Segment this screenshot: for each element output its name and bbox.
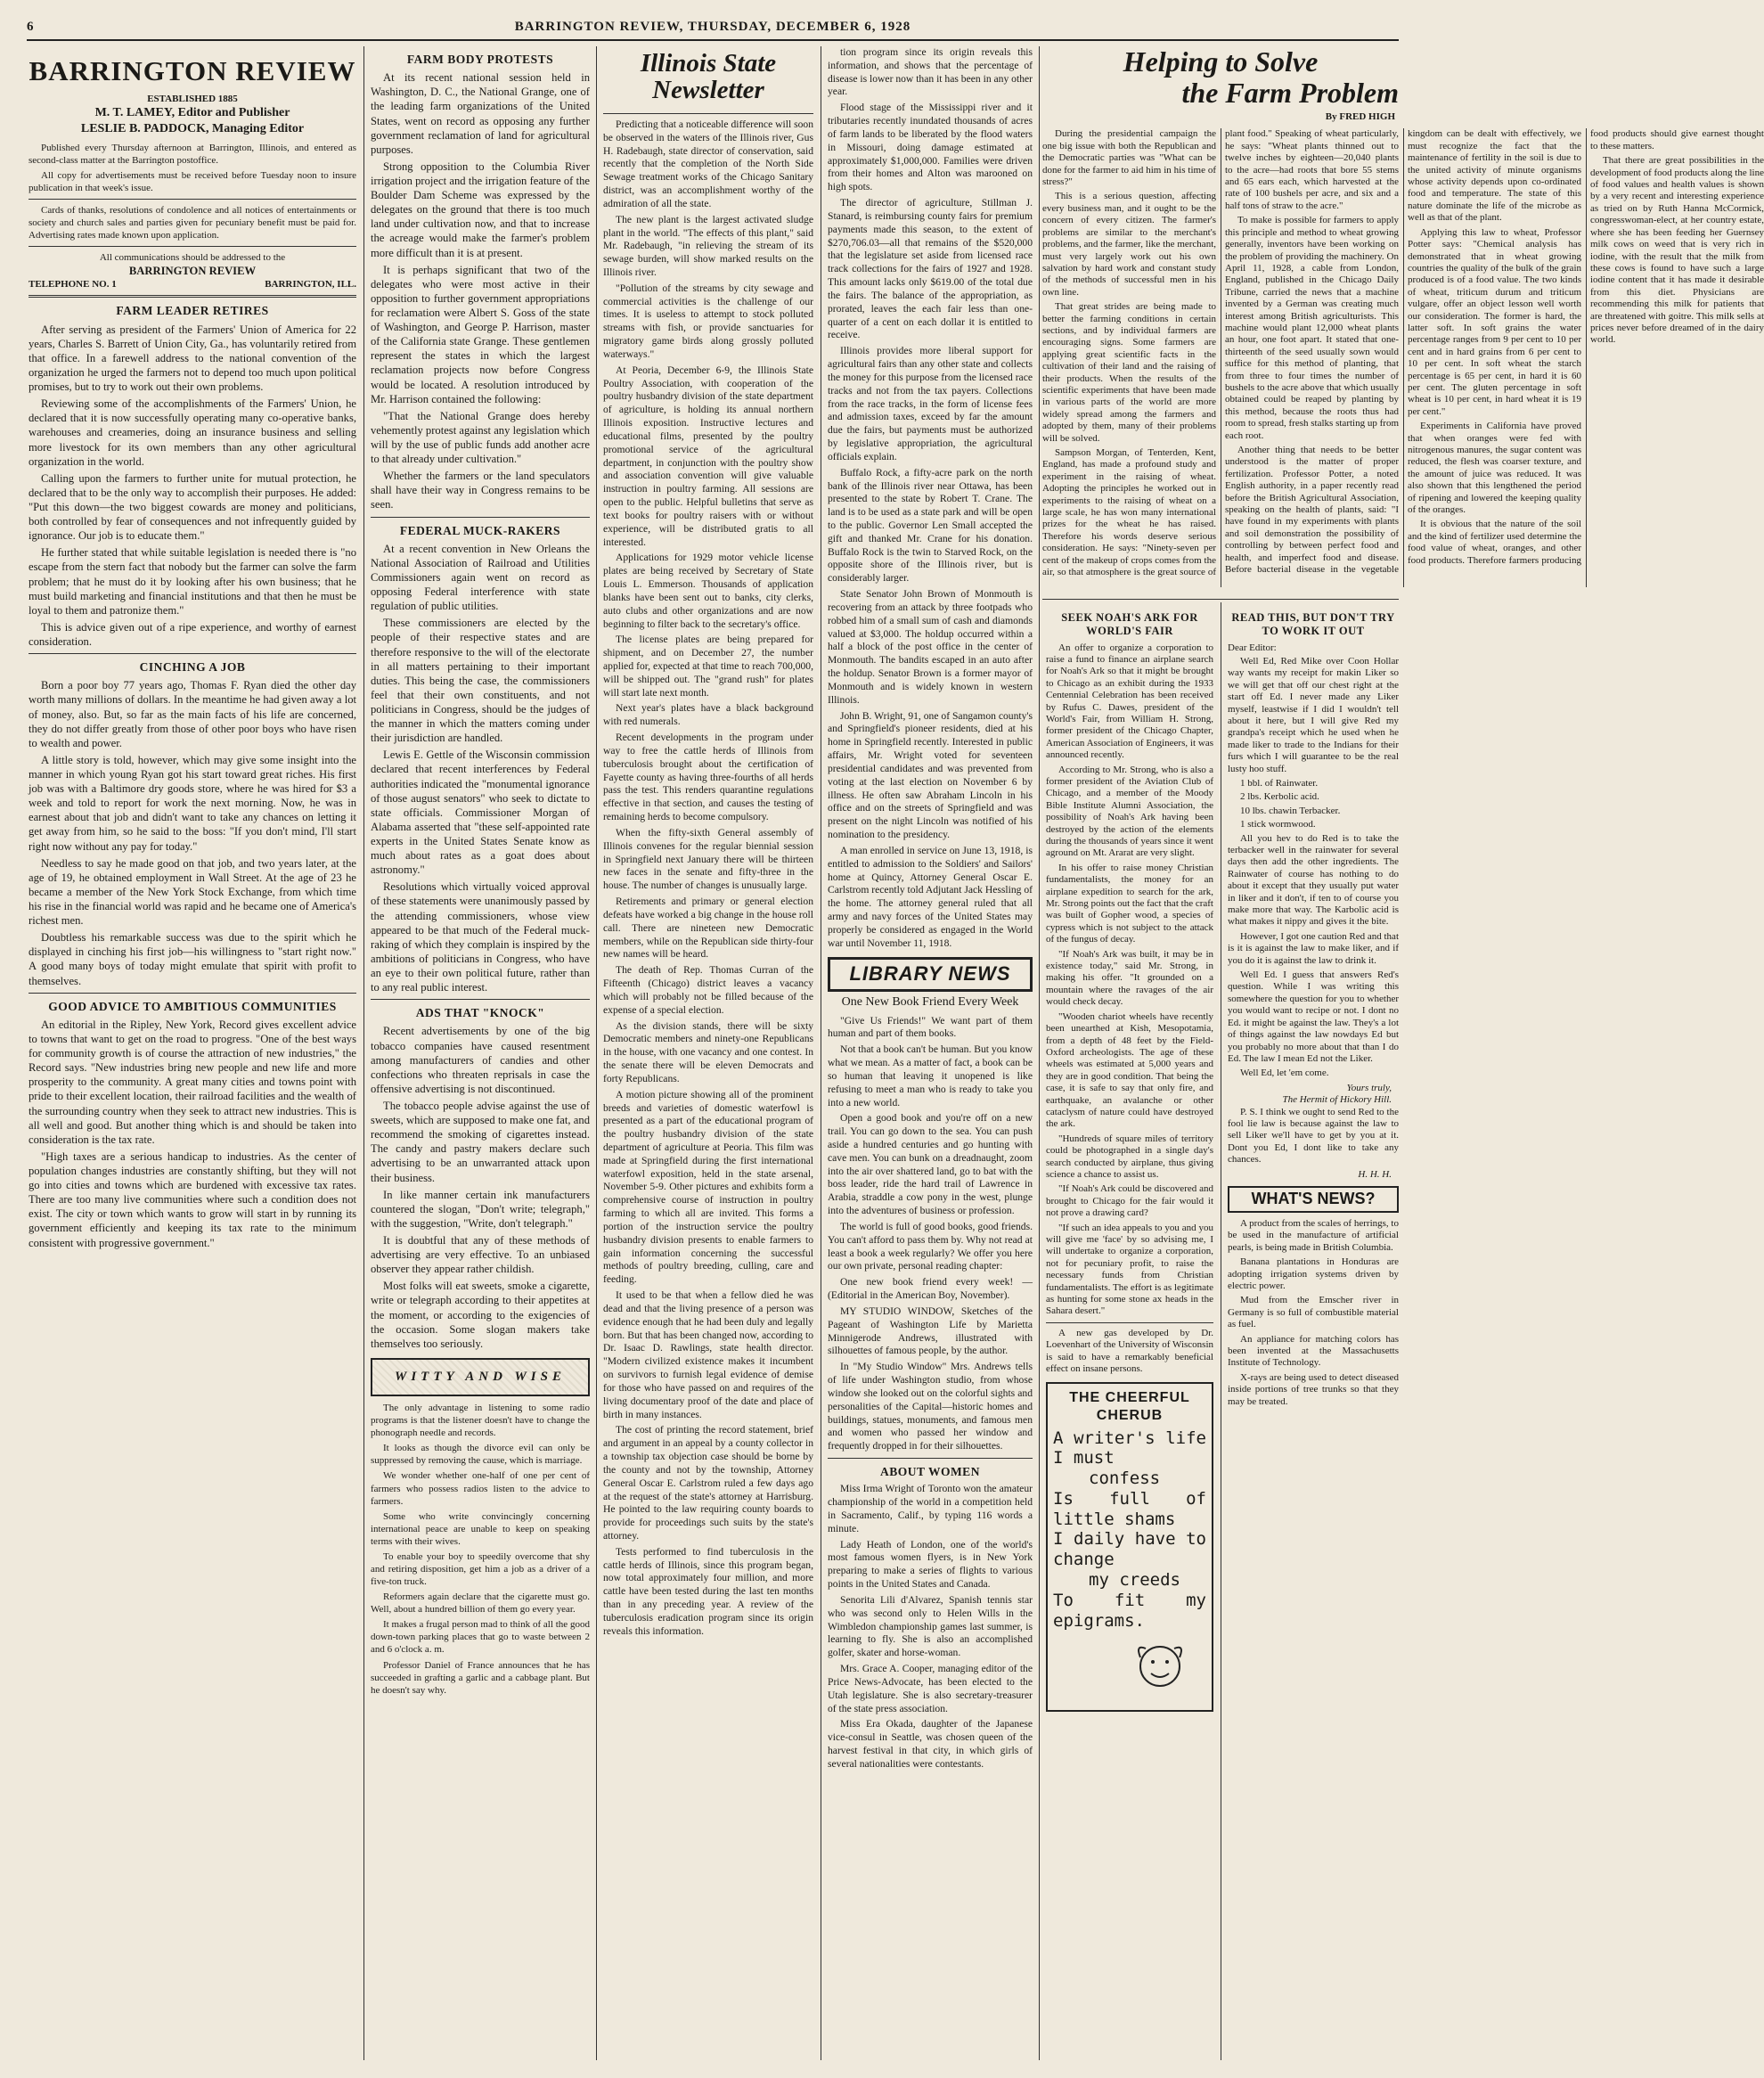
column-read-this [1228, 606, 1399, 2067]
cheerful-cherub-box [1046, 1382, 1213, 1711]
witty-item: It makes a frugal person mad to think of all the good down-town parking places that go to waste between 2 and 6 o'clock a. m. [371, 1619, 590, 1656]
column-rule [363, 46, 364, 2060]
ingredient: 2 lbs. Kerbolic acid. [1240, 791, 1319, 803]
byline: By FRED HIGH [1325, 111, 1395, 123]
article-paragraph: Sampson Morgan, of Tenterden, Kent, England, has made a profound study and experiment in the raising of wheat. Adopting the principles he worked out in experiments to the raising of wheat on a large scale, he has won many international prizes for the wheat he has raised. Therefore his words deserve serious consideration. He says: "Ninety-seven per cent of the makeup of crops comes from the air, so that atmosphere is the great source of plant food." Speaking of wheat particularly, he says: "Wheat plants thinned out to twelve inches by eighteen—20,040 plants to the acre—had roots that bore 55 stems and 65 ears each, which harvested at the rate of 100 bushels per acre, and six and a half tons of straw to the acre." [1042, 128, 1399, 578]
letter-paragraph: Well Ed. I guess that answers Red's question. While I was writing this somewhere the question for you to whether you would want to recipe or not. I dont no Ed. it might be against the law. They's a lot of things against the law nowdays Ed but you probably no more about that than I do Ed. The law I mean Ed not the Liker. [1228, 969, 1399, 1064]
article-paragraph: Whether the farmers or the land speculators shall have their way in Congress remains to be seen. [371, 470, 590, 511]
library-paragraph: In "My Studio Window" Mrs. Andrews tells of life under Washington studio, from whose window she looked out on the colorful sights and personalities of the Capital—historic homes and buildings, statues, monuments, and famous men and women who passed her window and frequently dropped in for their silhouettes. [828, 1361, 1033, 1452]
headline-good-advice: GOOD ADVICE TO AMBITIOUS COMMUNITIES [48, 999, 337, 1013]
article-paragraph: An editorial in the Ripley, New York, Record gives excellent advice to towns that want to get on the road to progress. "One of the best ways for community growth is of course the attraction of new industries," the Record says. "New industries bring new people and new life and more prosperity to the community. A great many cities and towns point with pride to their excellent location, their railroad facilities and the wealth of the surrounding country when they seek to attract new industries. This is all well and good. But another thing which is and should be taken into consideration is the tax rate. [29, 1018, 356, 1146]
article-paragraph: That great strides are being made to better the farming conditions in certain sections, and by individual farmers are encouraging signs. Some farmers are applying great scientific facts in the cultivation of their land and the raising of their products. When the results of the scientific experiments that have been made in various parts of the world are more widely spread among the farmers and adopted by them, many of their problems will be solved. [1042, 301, 1216, 444]
article-paragraph: Recent advertisements by one of the big tobacco companies have caused resentment among manufacturers of candies and other confections who threaten reprisals in case the offensive advertising is not discontinued. [371, 1025, 590, 1095]
cherub-title: THE CHEERFUL CHERUB [1069, 1390, 1190, 1423]
news-paragraph: Predicting that a noticeable difference will soon be observed in the waters of the Illinois river, Gus H. Radebaugh, state director of conservation, said recently that the completion of the North Side Sewage treatment works of the Chicago Sanitary district, was an accomplishment worthy of the admiration of all the state. [603, 118, 813, 209]
signoff: Yours truly, [1346, 1082, 1392, 1093]
library-paragraph: MY STUDIO WINDOW, Sketches of the Pageant of Washington Life by Marietta Minnigerode Andrews, illustrated with silhouettes of famous people, by the author. [828, 1305, 1033, 1357]
news-item: Mud from the Emscher river in Germany is so full of combustible material as fuel. [1228, 1295, 1399, 1330]
farm-problem-body [1042, 128, 1764, 587]
farm-problem-title-line2: the Farm Problem [1181, 77, 1399, 110]
headline-muck-rakers: FEDERAL MUCK-RAKERS [399, 523, 561, 537]
news-paragraph: Applications for 1929 motor vehicle license plates are being received by Secretary of State Louis L. Emmerson. Thousands of application blanks have been sent out to banks, city clerks, auto clubs and other organizations and are now beginning to filter back to the secretary's office. [603, 552, 813, 630]
women-paragraph: Miss Era Okada, daughter of the Japanese vice-consul in Seattle, was chosen queen of the harvest festival in that city, in which girls of several nationalities were contestants. [828, 1718, 1033, 1770]
news-paragraph: As the division stands, there will be sixty Democratic members and ninety-one Republicans in the house, with one vacancy and one contest. In the senate there will be eleven Democrats and forty Republicans. [603, 1019, 813, 1084]
women-paragraph: Mrs. Grace A. Cooper, managing editor of the Price News-Advocate, has been elected to the Utah legislature. She is also secretary-treasurer of the state press association. [828, 1663, 1033, 1714]
column-rule [596, 46, 597, 2060]
library-paragraph: "Give Us Friends!" We want part of them human and part of them books. [828, 1014, 1033, 1040]
farm-problem-title-line1: Helping to Solve [1123, 45, 1319, 78]
article-paragraph: It is obvious that the nature of the soil and the kind of fertilizer used determine the food value of wheat, oranges, and other food products. Therefore farmers producing food products should give earnest thought to these matters. [1408, 128, 1764, 566]
news-paragraph: Buffalo Rock, a fifty-acre park on the north bank of the Illinois river near Ottawa, has been presented to the state by Robert T. Crane. The land is to be used as a state park and will be open to the public. Governor Len Small accepted the gift and thanked Mr. Crane for his donation. Buffalo Rock is the twin to Starved Rock, on the opposite shore of the Illinois river, but is considerably larger. [828, 466, 1033, 585]
communications-name: BARRINGTON REVIEW [128, 265, 257, 278]
article-paragraph: According to Mr. Strong, who is also a former president of the Aviation Club of Chicago, and a member of the Moody Bible Institute Alumni Association, the possibility of Noah's Ark having been destroyed by the action of the elements during the thousands of years since it went aground on Mt. Ararat are very slight. [1046, 764, 1213, 859]
library-paragraph: Open a good book and you're off on a new trail. You can go down to the sea. You can push aside a hundred centuries and go hunting with cave men. You can bunk on a dreadnaught, zoom into the air over shattered land, go to bat with the boss leader, ride the hard trail of Lawrence in Arabia, straddle a cow pony in the west, plunge into the adventures of business or profession. [828, 1112, 1033, 1217]
letter-paragraph: However, I got one caution Red and that is it is against the law to make liker, and if you do it is against the law to drink it. [1228, 930, 1399, 966]
news-paragraph: At Peoria, December 6-9, the Illinois State Poultry Association, with cooperation of the poultry husbandry division of the state department of agriculture, is holding its annual northern Illinois exposition. Instructive lectures and educational films, presented by the poultry promotional service of the agricultural department, in conjunction with the poultry show and association convention will give valuable instruction in poultry farming. All sessions are open to the public. Helpful bulletins that serve as text books for poultry raisers with or without experience, will be distributed gratis to all interested. [603, 364, 813, 548]
article-paragraph: In like manner certain ink manufacturers countered the slogan, "Don't write; telegraph," with the suggestion, "Write, don't telegraph." [371, 1188, 590, 1230]
article-paragraph: Doubtless his remarkable success was due to the spirit which he displayed in cinching his first job—his willingness to "start right now." A good many boys of today might emulate that spirit with profit to themselves. [29, 931, 356, 987]
article-paragraph: Reviewing some of the accomplishments of the Farmers' Union, he declared that it is now successfully operating many co-operative banks, warehouses and creameries, doing an insurance business and selling more livestock for its own members than any other agricultural organization in the world. [29, 397, 356, 468]
headline-cinching-job: CINCHING A JOB [139, 660, 246, 675]
news-item: A product from the scales of herrings, to be used in the manufacture of artificial pearls, is being made in British Columbia. [1228, 1217, 1399, 1253]
article-paragraph: An offer to organize a corporation to raise a fund to finance an airplane search for Noah's Ark so that it might be brought to Chicago as an exhibit during the 1933 Centennial Celebration has been received by Rufus C. Dawes, president of the World's Fair, from William H. Strong, former president of the Chicago Chapter, American Association of Engineers, it was announced recently. [1046, 642, 1213, 761]
article-paragraph: That there are great possibilities in the development of food products along the line of food values and health values is shown by a very recent and interesting experience as tried on by Ruth Hanna McCormick, congresswoman-elect, at her country estate, where she has been feeding her Guernsey milk cows on weed that is very rich in iodine, with the result that the milk from these cows is found to have such a large iodine content that it has made it desirable from this diet. Physicians are recommending this milk for patients that are threatened with goitre. This milk sells at prices never before dreamed of in the dairy world. [1590, 155, 1764, 346]
cherub-icon [1053, 1631, 1205, 1702]
library-paragraph: The world is full of good books, good friends. You can't afford to pass them by. Why not read at least a book a week regularly? We offer you here our own private, personal reading chapter: [828, 1220, 1033, 1272]
page-header [27, 18, 1399, 41]
article-paragraph: Experiments in California have proved that when oranges were fed with nitrogenous manures, the sugar content was reduced, the flesh was coarser texture, and the amount of juice was reduced. It was also shown that this lengthened the period of ripening and lowered the keeping quality of the oranges. [1408, 421, 1581, 516]
article-paragraph: Needless to say he made good on that job, and two years later, at the age of 19, he obtained employment in Wall Street. At the age of 23 he became a member of the New York Stock Exchange, from which time his rise in the financial world was rapid and he became one of America's richest men. [29, 856, 356, 928]
newspaper-brand: BARRINGTON REVIEW [29, 55, 356, 86]
news-paragraph: It used to be that when a fellow died he was dead and that the living presence of a person was evidence enough that he had been duly and legally born. But that has been changed now, according to Dr. Isaac D. Rawlings, state health director. "Modern civilized existence makes it incumbent on survivors to furnish legal evidence of demise for those who have passed on and requires of the living documentary proof of the date and place of birth in many instances. [603, 1289, 813, 1420]
headline-noahs-ark: SEEK NOAH'S ARK FOR WORLD'S FAIR [1061, 611, 1198, 638]
news-paragraph: "Pollution of the streams by city sewage and commercial activities is the challenge of our times. It is useless to attempt to stock polluted streams with fish, or provide sanctuaries for migratory game birds along grossly polluted waterways." [603, 282, 813, 360]
article-paragraph: "That the National Grange does hereby vehemently protest against any legislation which will by the use of public funds add another acre to that already under cultivation." [371, 409, 590, 466]
news-item: An appliance for matching colors has been invented at the Massachusetts Institute of Technology. [1228, 1333, 1399, 1369]
news-paragraph: The director of agriculture, Stillman J. Stanard, is reimbursing county fairs for premium payments made this season, to the extent of $270,706.03—all that remains of the $520,000 that the legislature set aside from licensed race track collections for the fairs of 1927 and 1928. This amount lacks only $619.00 of the total due the fairs. The balance of the appropriation, as prorated, leaves the each fair less than one-quarter of a cent on each dollar it is entitled to receive. [828, 197, 1033, 341]
witty-item: It looks as though the divorce evil can only be suppressed by removing the cause, which is marriage. [371, 1443, 590, 1467]
witty-item: To enable your boy to speedily overcome that shy and retiring disposition, get him a job as a driver of a five-ton truck. [371, 1550, 590, 1588]
news-paragraph: The cost of printing the record statement, brief and argument in an appeal by a county collector in a township tax objection case should be borne by the county and not by the township, Attorney General Oscar E. Carlstrom ruled a few days ago at the request of the state's attorney at Harrisburg. He pointed to the law requiring county boards to provide for proceedings such suits by the state's attorney. [603, 1424, 813, 1542]
editor-line: M. T. LAMEY, Editor and Publisher [94, 105, 290, 119]
news-paragraph: John B. Wright, 91, one of Sangamon county's and Springfield's pioneer residents, died at his home in Springfield recently. Interested in public affairs, Mr. Wright voted for seventeen presidential candidates and was prevented from voting at the last election on November 6 by illness. He often saw Abraham Lincoln in his office and on the streets of Springfield and was present on the night Lincoln was notified of his nomination to the presidency. [828, 709, 1033, 841]
witty-and-wise-banner: WITTY AND WISE [371, 1358, 590, 1396]
article-paragraph: To make is possible for farmers to apply this principle and method to wheat growing generally, inventors have been working on the problem of providing the machinery. On April 11, 1928, a cable from London, England, published in the Chicago Daily Tribune, carried the news that a machine invented by a German was creating much interest among British agriculturists. This machine would plant 12,000 wheat plants an hour, one foot apart. It stated that one-thirteenth of the seed usually sown would suffice for this method of planting, that from three to four times the number of bushels to the acre above that which usually obtained could be reaped by planting by this method, because the roots thus had room to spread, fresh stalks starting up from each root. [1225, 215, 1399, 441]
news-paragraph: When the fifty-sixth General assembly of Illinois convenes for the regular biennial session in Springfield next January there will be thirteen new faces in the senate and fifty-three in the house. The number of changes is unusually large. [603, 826, 813, 892]
article-paragraph: These commissioners are elected by the people of their respective states and are therefore responsive to the will of the electorate in all matters pertaining to their important duties. This being the case, the commissioners feel that their own constituents, and not politicians in Congress, should be the judges of the manner in which the matters coming under their jurisdiction are handled. [371, 617, 590, 745]
column-opinion [371, 46, 590, 2067]
article-paragraph: At its recent national session held in Washington, D. C., the National Grange, one of the leading farm organizations of the United States, went on record as opposing any further government reclamation of land for agricultural purposes. [371, 71, 590, 156]
article-paragraph: Lewis E. Gettle of the Wisconsin commission declared that recent interferences by Federal authorities indicated the "monumental ignorance of those august senators" who seek to dictate to state officials. Commissioner Morgan of Alabama asserted that "these self-appointed rate experts in the United States Senate know as much about rates as a goat does about astronomy." [371, 749, 590, 877]
article-paragraph: Most folks will eat sweets, smoke a cigarette, write or telegraph according to their appetites at the moment, or according to the exigencies of the occasion. Some slogan makers take themselves too seriously. [371, 1280, 590, 1350]
women-paragraph: Senorita Lili d'Alvarez, Spanish tennis star who was second only to Helen Wills in the Wimbledon championship games last summer, is learning to fly. She is also an accomplished golfer, skater and horse-woman. [828, 1593, 1033, 1659]
article-paragraph: Applying this law to wheat, Professor Potter says: "Chemical analysis has demonstrated that in wheat growing countries the quality of the bulk of the grain produced is of a food value. The two kinds of wheat, triticum durum and triticum vulgare, offer an object lesson well worth our consideration. The former is hard, the latter soft. In soft grains the water percentage ranges from 9 per cent to 10 per cent and in hard grains from 6 per cent to 10 per cent. In soft wheat the starch percentage is 65 per cent, in hard it is 60 per cent. The gluten percentage in soft wheat is 10 per cent, in hard wheat it is 19 per cent." [1408, 226, 1581, 417]
witty-item: Some who write convincingly concerning international peace are unable to keep on speaking terms with their wives. [371, 1510, 590, 1547]
women-paragraph: Lady Heath of London, one of the world's most famous women flyers, is in New York preparing to make a series of flights to various points in the United States and Canada. [828, 1538, 1033, 1591]
article-paragraph: It is doubtful that any of these methods of advertising are very effective. To an unbiased observer they appear rather childish. [371, 1234, 590, 1276]
witty-item: The only advantage in listening to some radio programs is that the listener doesn't have to change the phonograph needle and records. [371, 1403, 590, 1439]
witty-item: Reformers again declare that the cigarette must go. Well, about a hundred billion of them go every year. [371, 1591, 590, 1616]
witty-item: We wonder whether one-half of one per cent of farmers who possess radios listen to the advice to farmers. [371, 1470, 590, 1507]
women-paragraph: Miss Irma Wright of Toronto won the amateur championship of the world in a competition held in Sacramento, Calif., by typing 116 words a minute. [828, 1483, 1033, 1534]
news-paragraph: Retirements and primary or general election defeats have worked a big change in the house roll call. There are nineteen new Democratic members, while on the Republican side thirty-four new names will be heard. [603, 896, 813, 961]
column-noahs-ark [1046, 606, 1213, 2067]
library-news-banner: LIBRARY NEWS [828, 957, 1033, 991]
cards-note: Cards of thanks, resolutions of condolence and all notices of entertainments or society and church sales and parties given for pecuniary benefit must be paid for. Advertising rates made known upon application. [29, 204, 356, 241]
article-paragraph: "If Noah's Ark was built, it may be in existence today," said Mr. Strong, in making his offer. "It grounded on a mountain where the ravages of the air would check decay. [1046, 948, 1213, 1008]
city: BARRINGTON, ILL. [265, 279, 356, 290]
publication-note: Published every Thursday afternoon at Barrington, Illinois, and entered as second-class matter at the Barrington postoffice. [29, 142, 356, 166]
news-paragraph: tion program since its origin reveals this information, and shows that the percentage of disease is lower now than it has been in any other year. [828, 46, 1033, 98]
illinois-newsletter-title: Illinois State Newsletter [640, 49, 777, 105]
cherub-poem [1053, 1428, 1206, 1632]
article-paragraph: During the presidential campaign the one big issue with both the Republican and the Democratic parties was "What can be done for the farmer to aid him in his time of stress?" [1042, 128, 1216, 188]
news-paragraph: A man enrolled in service on June 13, 1918, is entitled to admission to the Soldiers' and Sailors' home at Quincy, Attorney General Oscar E. Carlstrom recently told Adjutant Jack Hessling of the home. The attorney general ruled that all army and navy forces of the United States may properly be considered as engaged in the World war until November 11, 1918. [828, 844, 1033, 949]
contact-line [29, 278, 356, 290]
article-paragraph: "If such an idea appeals to you and you will give me 'face' by so advising me, I will undertake to organize a corporation, not for pecuniary profit, to raise the necessary funds from Christian fundamentalists. The effort is as legitimate as hunting for some stone ax heads in the Sahara desert." [1046, 1222, 1213, 1317]
library-paragraph: Not that a book can't be human. But you know what we mean. As a matter of fact, a book can be so human that leaving it unopened is like refusing to meet a man who is ready to take you into a new world. [828, 1043, 1033, 1109]
article-paragraph: "If Noah's Ark could be discovered and brought to Chicago for the fair would it not prove a drawing card? [1046, 1183, 1213, 1219]
article-paragraph: The tobacco people advise against the use of sweets, which are supposed to make one fat, and recommend the smoking of cigarettes instead. The candy and pastry makers declare such advertising to be an unwarranted attack upon their business. [371, 1100, 590, 1184]
headline-read-this: READ THIS, BUT DON'T TRY TO WORK IT OUT [1231, 611, 1395, 638]
column-illinois-newsletter [603, 46, 813, 2067]
article-paragraph: A new gas developed by Dr. Loevenhart of the University of Wisconsin is said to have a remarkably beneficial effect on insane persons. [1046, 1327, 1213, 1375]
article-paragraph: Resolutions which virtually voiced approval of these statements were unanimously passed by the attending commissioners, whose view appeared to be that much of the Federal muck-raking of which they complain is inspired by the ambitions of politicians in Congress, who have an eye to their own political future, rather than to any real public interest. [371, 880, 590, 994]
poem-line: Is full of little shams [1053, 1488, 1206, 1529]
article-paragraph: A little story is told, however, which may give some insight into the manner in which young Ryan got his start toward great riches. His first job was with a Baltimore dry goods store, where he was hired for $3 a week and told to report for work the next morning. Now, he was in earnest about that job and didn't want to take any chances on letting it get away from him, so he said to the boss: "If you don't mind, I'll start right now without any pay for today." [29, 753, 356, 853]
whats-news-banner: WHAT'S NEWS? [1228, 1186, 1399, 1213]
poem-line: To fit my epigrams. [1053, 1590, 1206, 1631]
telephone: TELEPHONE NO. 1 [29, 279, 117, 290]
library-news-subtitle: One New Book Friend Every Week [841, 994, 1019, 1009]
headline-about-women: ABOUT WOMEN [880, 1465, 980, 1479]
article-paragraph: He further stated that while suitable legislation is needed there is "no escape from the stern fact that nobody but the farmer can solve the farm problem; that he must do it by looking after his own business; that he must build marketing and financial institutions and that then he must be loyal to them and patronize them." [29, 546, 356, 617]
news-paragraph: The new plant is the largest activated sludge plant in the world. "The effects of this plant," said Mr. Radebaugh, "in relieving the stream of its sewage burden, will show marked results on the Illinois river. [603, 213, 813, 278]
ingredient: 1 bbl. of Rainwater. [1240, 777, 1319, 789]
article-paragraph: This is advice given out of a ripe experience, and worthy of earnest consideration. [29, 620, 356, 648]
witty-item: Professor Daniel of France announces that he has succeeded in grafting a garlic and a cabbage plant. But he doesn't say why. [371, 1659, 590, 1696]
headline-ads-knock: ADS THAT "KNOCK" [415, 1006, 545, 1020]
poem-line: confess [1089, 1469, 1161, 1489]
ingredient: 1 stick wormwood. [1240, 819, 1316, 830]
copy-deadline-note: All copy for advertisements must be received before Tuesday noon to insure publication in that week's issue. [29, 169, 356, 193]
news-paragraph: The license plates are being prepared for shipment, and on December 27, the number applied for, expected at that time to reach 700,000, will be shipped out. The "grand rush" for plates will start late next month. [603, 634, 813, 699]
news-item: X-rays are being used to detect diseased inside portions of tree trunks so that they may be treated. [1228, 1371, 1399, 1407]
poem-line: I daily have to change [1053, 1529, 1206, 1570]
article-paragraph: In his offer to raise money Christian fundamentalists, the money for an airplane expedition to search for the ark, Mr. Strong points out the fact that the craft was built of Gopher wood, a species of cypress which is not subject to the attack of the fungus of decay. [1046, 862, 1213, 945]
news-paragraph: State Senator John Brown of Monmouth is recovering from an attack by three footpads who robbed him of a small sum of cash and diamonds valued at $3,000. The holdup occurred within a half a block of the post office in the center of Monmouth. The bandits escaped in an auto after the holdup. Senator Brown is a former mayor of Monmouth and is widely known in western Illinois. [828, 588, 1033, 706]
article-paragraph: Calling upon the farmers to further unite for mutual protection, he declared that to be the only way to accomplish their purposes. He added: "Put this down—the two biggest cowards are money and politicians, both controlled by fear of consequences and not infrequently guided by ignorance. Our job is to educate them." [29, 471, 356, 543]
page-number: 6 [27, 20, 34, 34]
communications-note: All communications should be addressed to the [99, 252, 286, 264]
column-news-library [828, 46, 1033, 2067]
article-paragraph: "Hundreds of square miles of territory could be photographed in a single day's search conducted by airplane, thus giving science a chance to assist us. [1046, 1133, 1213, 1180]
article-paragraph: It is perhaps significant that two of the delegates who were most active in their opposition to further government appropriations for reclamation were Albert S. Goss of the state of Washington, and George P. Harrison, master of the California state Grange. These gentlemen represent the states in which the largest reclamation projects now before Congress would be located. A resolution introduced by Mr. Harrison contained the following: [371, 263, 590, 405]
farm-problem-article [1042, 45, 1764, 599]
headline-farm-body: FARM BODY PROTESTS [406, 53, 554, 66]
news-paragraph: A motion picture showing all of the prominent breeds and varieties of domestic waterfowl is presented as a part of the educational program of the poultry husbandry division of the state department of agriculture at Peoria. This film was made at Springfield during the first international waterfowl exposition, held in the state arsenal, November 5-9. Other pictures and exhibits form a comprehensive course of instruction in poultry farming to which all are invited. This forms a portion of the instruction service the poultry husbandry division presents to enable farmers to gain information concerning the successful methods of poultry breeding, culling, care and feeding. [603, 1088, 813, 1286]
ingredient: 10 lbs. chawin Terbacker. [1240, 805, 1341, 816]
salutation: Dear Editor: [1228, 642, 1277, 653]
news-paragraph: Recent developments in the program under way to free the cattle herds of Illinois from tuberculosis brought about the certification of Fayette county as having three-fourths of all herds pass the test. This renders quarantine regulations effective in that section, and causes the testing of remaining herds to become compulsory. [603, 732, 813, 823]
letter-paragraph: Well Ed, let 'em come. [1240, 1068, 1329, 1079]
letter-paragraph: All you hev to do Red is to take the terbacker well in the rainwater for several days then add the other ingredients. The Rainwater of course has nothing to do about it except that they usually put water in liker and it don't, if ten to of course you make more that way. The Karbolic acid is what makes it nippy and gives it the bite. [1228, 832, 1399, 928]
poem-line: my creeds [1089, 1570, 1180, 1591]
letter-paragraph: Well Ed, Red Mike over Coon Hollar way wants my receipt for makin Liker so we will get that off our chest right at the start off Ed. I never made any Liker myself, leastwise if I did I wouldn't tell about it here, but I will give Red my grandpa's receipt which he used when he made liker to trade to the Indians for their furs which I will guarantee to be the real lusty hoo stuff. [1228, 655, 1399, 774]
article-paragraph: Born a poor boy 77 years ago, Thomas F. Ryan died the other day worth many millions of dollars. In the meantime he had given away a lot of money, also. But, so far as the main facts of his life are concerned, they do not differ greatly from those of other poor boys who have risen to wealth and power. [29, 679, 356, 749]
article-paragraph: Strong opposition to the Columbia River irrigation project and the irrigation feature of the Boulder Dam Scheme was expressed by the delegates on the ground that there is too much land under cultivation now, and that to increase the acreage would make the farmer's problem more difficult than it is at present. [371, 160, 590, 259]
established-line: ESTABLISHED 1885 [147, 93, 238, 104]
news-paragraph: Illinois provides more liberal support for agricultural fairs than any other state and collects the money for this purpose from the licensed race tracks and not from the tax payers. Collections from the race tracks, in the form of license fees and admission taxes, exceed by far the amount due the fairs, but payments must be authorized by legislative appropriation, the agricultural officials explain. [828, 345, 1033, 462]
news-paragraph: Next year's plates have a black background with red numerals. [603, 702, 813, 728]
article-paragraph: "Wooden chariot wheels have recently been unearthed at Kish, Mesopotamia, from a depth of 48 feet by the Field-Oxford archeologists. The age of these wheels was estimated at 5,000 years and they are in good condition. That being the case, it is safe to say that only fire, and earthquake, an avalanche or other cataclysm of nature could have destroyed the ark. [1046, 1010, 1213, 1130]
column-editorial [29, 46, 356, 2067]
article-paragraph: "High taxes are a serious handicap to industries. As the center of population changes industries are constantly shifting, but they will not go into cities and towns which are burdened with excessive tax rates. There are too many live communities where such a condition does not exist. The city or town which wants to grow will start in by running its government efficiently and keeping its tax rate to the minimum consistent with progressive government." [29, 1149, 356, 1249]
postscript: P. S. I think we ought to send Red to the fool lie law is because against the law to sell Liker we'll have to get by you at it. Dont you Ed, I dont like to take any chances. [1228, 1106, 1399, 1166]
managing-editor-line: LESLIE B. PADDOCK, Managing Editor [80, 121, 305, 135]
article-paragraph: At a recent convention in New Orleans the National Association of Railroad and Utilities Commissioners again went on record as opposing Federal interference with state regulation of public utilities. [371, 542, 590, 613]
page-header-title: BARRINGTON REVIEW, THURSDAY, DECEMBER 6, 1928 [514, 20, 911, 34]
article-paragraph: After serving as president of the Farmers' Union of America for 22 years, Charles S. Barrett of Union City, Ga., has voluntarily retired from that office. In a farewell address to the national convention of the organization he urged the farmers not to depend too much upon political promises, but to try to work out their own problems. [29, 323, 356, 394]
news-paragraph: Tests performed to find tuberculosis in the cattle herds of Illinois, since this program began, now total approximately four million, and more cattle have been tested during the last ten months than in any preceding year. A review of the tuberculosis eradication program since its origin reveals this information. [603, 1545, 813, 1637]
initials: H. H. H. [1358, 1168, 1392, 1180]
poem-line: A writer's life I must [1053, 1428, 1206, 1469]
library-paragraph: One new book friend every week! —(Editorial in the American Boy, November). [828, 1276, 1033, 1302]
column-rule [1039, 46, 1040, 2060]
news-paragraph: Flood stage of the Mississippi river and it tributaries recently inundated thousands of acres of farm lands to be liberated by the flood waters in Missouri, doing damage estimated at approximately $1,000,000. Families were driven from their homes and Alton was marooned on high spots. [828, 102, 1033, 193]
headline-farm-leader: FARM LEADER RETIRES [116, 304, 269, 318]
news-item: Banana plantations in Honduras are adopting irrigation systems driven by electric power. [1228, 1256, 1399, 1291]
signature: The Hermit of Hickory Hill. [1282, 1094, 1392, 1106]
news-paragraph: The death of Rep. Thomas Curran of the Fifteenth (Chicago) district leaves a vacancy which will probably not be filled because of the expense of a special election. [603, 964, 813, 1016]
article-paragraph: This is a serious question, affecting every business man, and it ought to be the concern of every citizen. The farmer's problems are similar to the merchant's problems, and the farmer, like the merchant, must very largely work out his own salvation by hard work and constant study of the methods of successful men in his own line. [1042, 191, 1216, 298]
article-paragraph: Another thing that needs to be better understood is the matter of proper fertilization. Professor Potter, a noted English authority, in a paper recently read before the British Agricultural Association, speaking on the health of plants, said: "I have found in my experiments with plants and soil demonstration the possibility of controlling by between perfect food and health, and imperfect food and disease. Before bacterial disease in the vegetable kingdom can be dealt with effectively, we must recognize the fact that the maintenance of fertility in the soil is due to the united activity of minute organisms whose activity depends upon co-ordinated food and temperature. The state of this nature dominate the life of the microbe as well as that of the plant. [1225, 128, 1581, 576]
